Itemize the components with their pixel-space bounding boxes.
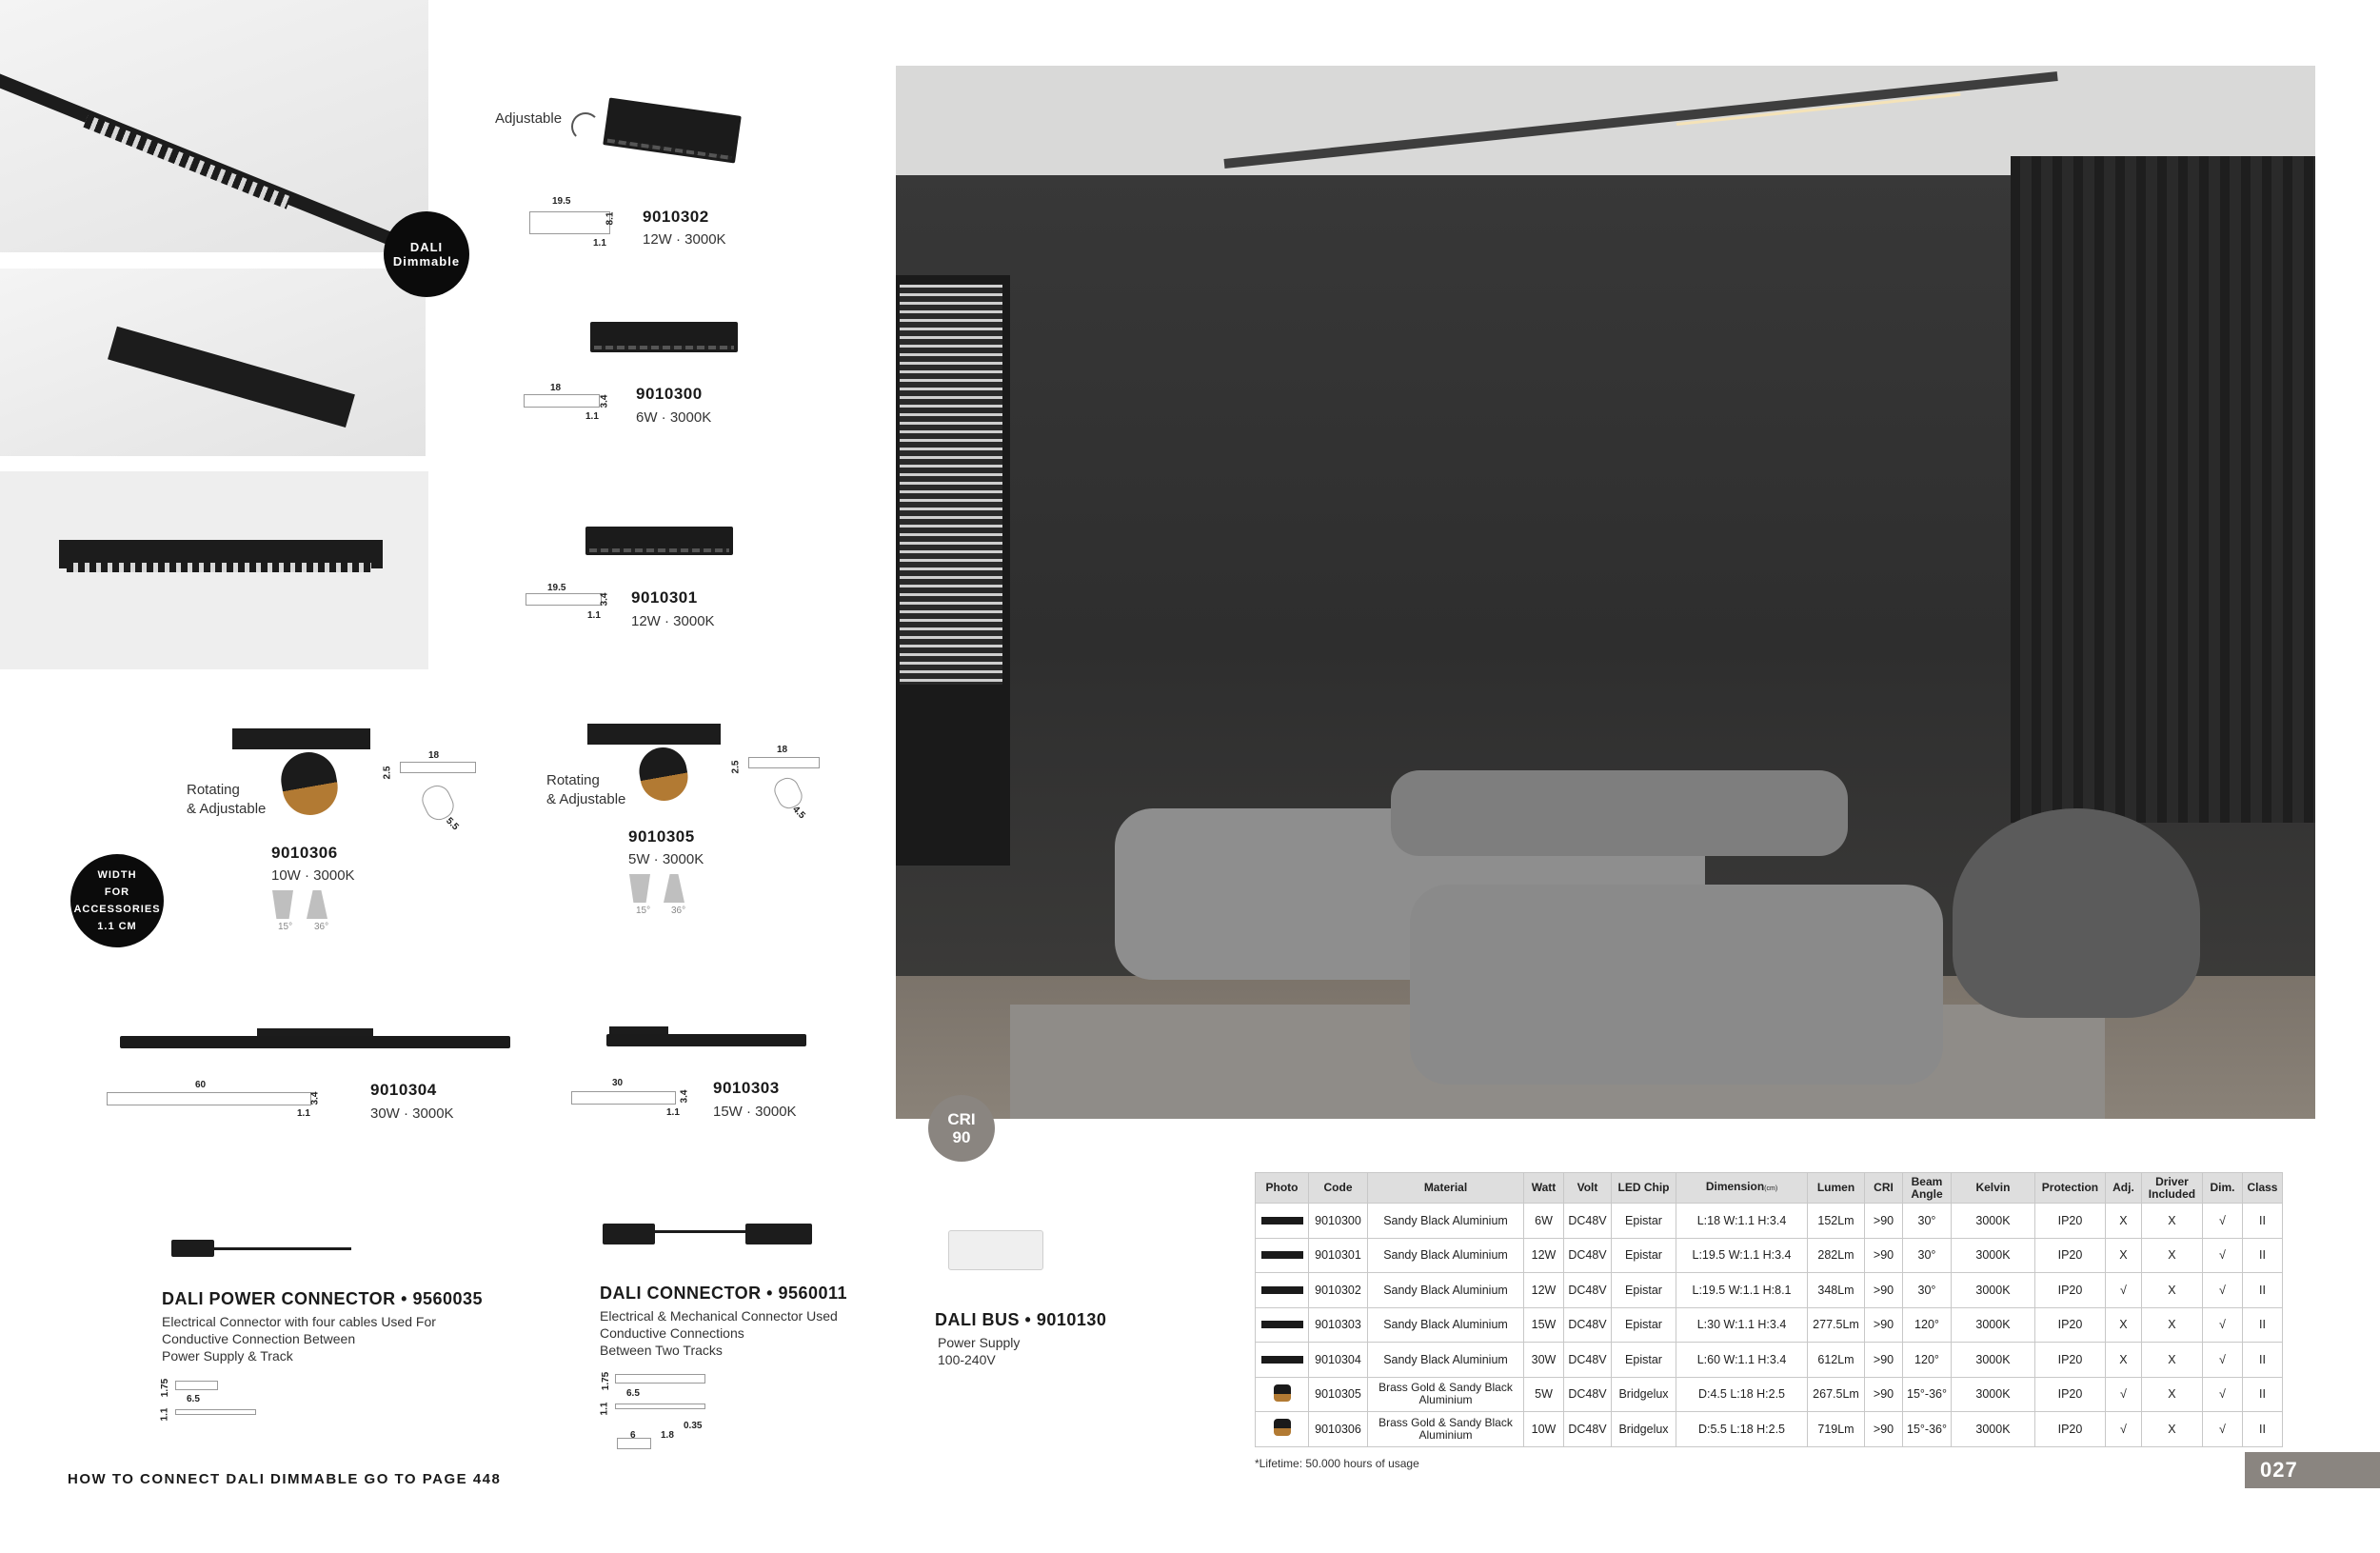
- cell-kelvin: 3000K: [1951, 1343, 2034, 1378]
- cell-driver: X: [2141, 1238, 2202, 1273]
- cell-protection: IP20: [2034, 1307, 2105, 1343]
- product-code: 9010303: [713, 1079, 780, 1097]
- cell-material: Sandy Black Aluminium: [1368, 1204, 1524, 1239]
- product-image-9010302: [603, 98, 742, 164]
- dim-length: 19.5: [547, 583, 566, 593]
- dali-connector-cable: [653, 1230, 748, 1233]
- product-photo-9010301: [0, 471, 428, 669]
- badge-line: DALI: [409, 240, 444, 254]
- beam-label: 36°: [671, 906, 686, 916]
- cell-dim: √: [2202, 1238, 2242, 1273]
- rotating-label: & Adjustable: [546, 791, 626, 807]
- cell-dimension: D:5.5 L:18 H:2.5: [1676, 1412, 1808, 1447]
- cell-driver: X: [2141, 1307, 2202, 1343]
- badge-line: CRI: [947, 1110, 976, 1128]
- beam-36-icon: [664, 874, 684, 903]
- cell-lumen: 348Lm: [1808, 1273, 1865, 1308]
- cell-dimension: L:30 W:1.1 H:3.4: [1676, 1307, 1808, 1343]
- cell-cri: >90: [1865, 1307, 1903, 1343]
- desc-line: Power Supply: [938, 1335, 1021, 1350]
- table-row: [1256, 1204, 2283, 1239]
- desc-line: Conductive Connection Between: [162, 1331, 356, 1346]
- cell-lumen: 719Lm: [1808, 1412, 1865, 1447]
- product-code: 9010304: [370, 1081, 437, 1099]
- cell-class: II: [2242, 1412, 2282, 1447]
- photo-cell: [1256, 1307, 1309, 1343]
- dim-value: 1.75: [601, 1371, 612, 1391]
- badge-line: 1.1 CM: [97, 921, 137, 932]
- dim-value: 6.5: [626, 1388, 640, 1399]
- photo-cell: [1256, 1238, 1309, 1273]
- dim-length: 19.5: [552, 196, 571, 207]
- photo-cell: [1256, 1343, 1309, 1378]
- cell-volt: DC48V: [1564, 1273, 1612, 1308]
- col-header: Kelvin: [1951, 1173, 2034, 1204]
- col-header: Driver Included: [2141, 1173, 2202, 1204]
- badge-line: 90: [952, 1128, 971, 1146]
- table-row: [1256, 1238, 2283, 1273]
- cell-chip: Epistar: [1612, 1343, 1676, 1378]
- badge-line: ACCESSORIES: [73, 904, 161, 915]
- cell-material: Brass Gold & Sandy Black Aluminium: [1368, 1412, 1524, 1447]
- cell-chip: Bridgelux: [1612, 1412, 1676, 1447]
- title-text: DALI POWER CONNECTOR: [162, 1289, 396, 1308]
- cell-lumen: 612Lm: [1808, 1343, 1865, 1378]
- product-photo-9010302: [0, 0, 428, 252]
- dim-width: 1.1: [593, 238, 606, 249]
- cell-adj: √: [2105, 1377, 2141, 1412]
- product-spec: 30W · 3000K: [370, 1105, 454, 1122]
- cell-volt: DC48V: [1564, 1343, 1612, 1378]
- cell-volt: DC48V: [1564, 1238, 1612, 1273]
- cell-kelvin: 3000K: [1951, 1238, 2034, 1273]
- product-thumbnail: [1261, 1356, 1303, 1364]
- product-image-9010305: [587, 724, 721, 745]
- wall-slats: [2011, 156, 2315, 823]
- desc-line: Electrical Connector with four cables Used For: [162, 1314, 436, 1329]
- product-code: 9010306: [271, 844, 338, 862]
- dimension-drawing: [571, 1091, 676, 1105]
- product-spec: 6W · 3000K: [636, 409, 712, 426]
- power-connector-cable: [213, 1247, 351, 1250]
- cell-dimension: L:18 W:1.1 H:3.4: [1676, 1204, 1808, 1239]
- table-row: [1256, 1273, 2283, 1308]
- cell-material: Sandy Black Aluminium: [1368, 1343, 1524, 1378]
- rotating-label: Rotating: [546, 772, 600, 788]
- col-header: LED Chip: [1612, 1173, 1676, 1204]
- howto-note: HOW TO CONNECT DALI DIMMABLE GO TO PAGE 448: [68, 1471, 502, 1487]
- dim-width: 1.1: [585, 411, 599, 422]
- dimension-drawing: [526, 593, 602, 606]
- product-code: 9010300: [636, 385, 703, 403]
- desc-line: Conductive Connections: [600, 1325, 744, 1341]
- cell-beam: 30°: [1903, 1204, 1952, 1239]
- cell-driver: X: [2141, 1343, 2202, 1378]
- cell-dimension: L:60 W:1.1 H:3.4: [1676, 1343, 1808, 1378]
- cell-watt: 10W: [1524, 1412, 1564, 1447]
- dimension-drawing: [175, 1381, 218, 1390]
- cell-dim: √: [2202, 1204, 2242, 1239]
- cell-beam: 120°: [1903, 1307, 1952, 1343]
- dim-length: 60: [195, 1080, 207, 1090]
- col-header: Volt: [1564, 1173, 1612, 1204]
- product-spec: 12W · 3000K: [631, 613, 715, 629]
- dimension-drawing: [107, 1092, 311, 1105]
- rotate-arrow-icon: [571, 112, 600, 141]
- desc-line: Electrical & Mechanical Connector Used: [600, 1308, 838, 1324]
- cell-kelvin: 3000K: [1951, 1377, 2034, 1412]
- title-text: DALI BUS: [935, 1310, 1020, 1329]
- cell-chip: Bridgelux: [1612, 1377, 1676, 1412]
- cell-adj: √: [2105, 1412, 2141, 1447]
- dim-height: 3.4: [679, 1089, 690, 1104]
- width-accessories-badge: [70, 854, 164, 947]
- cell-chip: Epistar: [1612, 1307, 1676, 1343]
- cell-driver: X: [2141, 1273, 2202, 1308]
- dali-connector-image-2: [745, 1224, 812, 1244]
- beam-label: 36°: [314, 922, 329, 932]
- dim-value: 1.1: [599, 1402, 610, 1416]
- col-header: Class: [2242, 1173, 2282, 1204]
- dim-length: 18: [428, 750, 440, 761]
- product-thumbnail: [1261, 1251, 1303, 1259]
- col-header: Dim.: [2202, 1173, 2242, 1204]
- dim-value: 6.5: [187, 1394, 200, 1404]
- spotlight-head: [636, 744, 692, 805]
- rotating-label: Rotating: [187, 782, 240, 798]
- col-header: Material: [1368, 1173, 1524, 1204]
- cell-volt: DC48V: [1564, 1307, 1612, 1343]
- cell-dimension: L:19.5 W:1.1 H:3.4: [1676, 1238, 1808, 1273]
- product-thumbnail: [1274, 1384, 1291, 1402]
- title-code: 9560011: [778, 1284, 848, 1303]
- cell-material: Brass Gold & Sandy Black Aluminium: [1368, 1377, 1524, 1412]
- photo-cell: [1256, 1412, 1309, 1447]
- product-thumbnail: [1261, 1321, 1303, 1328]
- power-connector-title: DALI POWER CONNECTOR • 9560035: [162, 1289, 484, 1308]
- product-photo-9010300: [0, 269, 426, 456]
- cell-class: II: [2242, 1307, 2282, 1343]
- product-thumbnail: [1261, 1217, 1303, 1224]
- cell-adj: X: [2105, 1307, 2141, 1343]
- cell-volt: DC48V: [1564, 1377, 1612, 1412]
- cell-code: 9010306: [1309, 1412, 1368, 1447]
- dim-value: 6: [630, 1430, 636, 1441]
- col-header-dimension: [1676, 1173, 1808, 1204]
- page-number: 027: [2245, 1452, 2380, 1488]
- beam-15-icon: [272, 890, 293, 919]
- cell-material: Sandy Black Aluminium: [1368, 1307, 1524, 1343]
- col-header: Lumen: [1808, 1173, 1865, 1204]
- cell-protection: IP20: [2034, 1412, 2105, 1447]
- cell-class: II: [2242, 1377, 2282, 1412]
- cell-lumen: 277.5Lm: [1808, 1307, 1865, 1343]
- dimension-drawing: [615, 1374, 705, 1384]
- cell-code: 9010303: [1309, 1307, 1368, 1343]
- desc-line: Between Two Tracks: [600, 1343, 723, 1358]
- cell-protection: IP20: [2034, 1343, 2105, 1378]
- beam-36-icon: [307, 890, 327, 919]
- dim-diameter: 4.5: [790, 804, 807, 822]
- beam-label: 15°: [278, 922, 293, 932]
- cell-chip: Epistar: [1612, 1204, 1676, 1239]
- cell-class: II: [2242, 1273, 2282, 1308]
- product-spec: 10W · 3000K: [271, 867, 355, 884]
- product-code: 9010301: [631, 588, 698, 607]
- table-row: [1256, 1377, 2283, 1412]
- title-code: 9010130: [1036, 1310, 1107, 1329]
- cell-dim: √: [2202, 1343, 2242, 1378]
- cell-class: II: [2242, 1238, 2282, 1273]
- cell-protection: IP20: [2034, 1377, 2105, 1412]
- cell-cri: >90: [1865, 1412, 1903, 1447]
- cell-adj: X: [2105, 1343, 2141, 1378]
- desc-line: 100-240V: [938, 1352, 996, 1367]
- cell-beam: 15°-36°: [1903, 1377, 1952, 1412]
- beam-label: 15°: [636, 906, 651, 916]
- cell-kelvin: 3000K: [1951, 1204, 2034, 1239]
- cell-beam: 120°: [1903, 1343, 1952, 1378]
- badge-line: Dimmable: [392, 254, 461, 269]
- dim-height: 2.5: [382, 766, 393, 780]
- photo-cell: [1256, 1273, 1309, 1308]
- cri-badge: [928, 1095, 995, 1162]
- dim-value: 1.75: [160, 1378, 171, 1398]
- col-header-text: Dimension: [1705, 1180, 1765, 1193]
- desc-line: Power Supply & Track: [162, 1348, 293, 1364]
- photo-cell: [1256, 1377, 1309, 1412]
- cell-dimension: D:4.5 L:18 H:2.5: [1676, 1377, 1808, 1412]
- cell-watt: 12W: [1524, 1273, 1564, 1308]
- cell-lumen: 152Lm: [1808, 1204, 1865, 1239]
- sofa-chaise: [1410, 885, 1943, 1085]
- dim-height: 8.1: [605, 211, 616, 226]
- product-image-9010306: [232, 728, 370, 749]
- col-header: Code: [1309, 1173, 1368, 1204]
- product-code: 9010305: [628, 827, 695, 846]
- beam-15-icon: [629, 874, 650, 903]
- product-thumbnail: [1274, 1419, 1291, 1436]
- dim-value: 0.35: [684, 1421, 703, 1431]
- photo-cell: [1256, 1204, 1309, 1239]
- cell-dim: √: [2202, 1273, 2242, 1308]
- product-image-9010301: [585, 527, 733, 555]
- cell-watt: 6W: [1524, 1204, 1564, 1239]
- product-spec: 15W · 3000K: [713, 1104, 797, 1120]
- product-image-9010300: [590, 322, 738, 352]
- dim-height: 3.4: [599, 394, 610, 408]
- badge-line: WIDTH: [97, 869, 137, 881]
- product-image-9010304-bar: [120, 1036, 510, 1048]
- product-code: 9010302: [643, 208, 709, 226]
- cell-adj: √: [2105, 1273, 2141, 1308]
- adjustable-label: Adjustable: [495, 110, 563, 127]
- col-header: Watt: [1524, 1173, 1564, 1204]
- dim-width: 1.1: [666, 1107, 680, 1118]
- cell-code: 9010302: [1309, 1273, 1368, 1308]
- cell-volt: DC48V: [1564, 1204, 1612, 1239]
- cell-code: 9010305: [1309, 1377, 1368, 1412]
- col-header: Adj.: [2105, 1173, 2141, 1204]
- cell-material: Sandy Black Aluminium: [1368, 1238, 1524, 1273]
- cell-kelvin: 3000K: [1951, 1273, 2034, 1308]
- dali-dimmable-badge: [384, 211, 469, 297]
- dali-connector-desc: [600, 1307, 838, 1359]
- armchair: [1953, 808, 2200, 1018]
- col-header: Protection: [2034, 1173, 2105, 1204]
- cell-cri: >90: [1865, 1238, 1903, 1273]
- col-header: Photo: [1256, 1173, 1309, 1204]
- dim-value: 1.8: [661, 1430, 674, 1441]
- cell-kelvin: 3000K: [1951, 1412, 2034, 1447]
- table-row: [1256, 1412, 2283, 1447]
- spec-table: [1255, 1172, 2283, 1447]
- table-header-row: [1256, 1173, 2283, 1204]
- cell-cri: >90: [1865, 1377, 1903, 1412]
- col-header: CRI: [1865, 1173, 1903, 1204]
- dali-bus-image: [948, 1230, 1043, 1270]
- cell-cri: >90: [1865, 1273, 1903, 1308]
- spotlight-head: [277, 747, 343, 819]
- cell-driver: X: [2141, 1204, 2202, 1239]
- dim-width: 1.1: [587, 610, 601, 621]
- cell-adj: X: [2105, 1204, 2141, 1239]
- cell-kelvin: 3000K: [1951, 1307, 2034, 1343]
- cell-protection: IP20: [2034, 1204, 2105, 1239]
- cell-watt: 30W: [1524, 1343, 1564, 1378]
- dim-diameter: 5.5: [444, 815, 461, 833]
- footnote: *Lifetime: 50.000 hours of usage: [1255, 1457, 1419, 1470]
- dali-connector-image: [603, 1224, 655, 1244]
- cell-protection: IP20: [2034, 1238, 2105, 1273]
- cell-code: 9010300: [1309, 1204, 1368, 1239]
- dimension-drawing: [175, 1409, 256, 1415]
- table-row: [1256, 1343, 2283, 1378]
- dimension-drawing: [615, 1404, 705, 1409]
- dali-bus-title: DALI BUS • 9010130: [935, 1310, 1107, 1329]
- cell-dim: √: [2202, 1307, 2242, 1343]
- dimension-drawing: [400, 762, 476, 773]
- power-connector-desc: [162, 1313, 436, 1364]
- dim-length: 30: [612, 1078, 624, 1088]
- cell-beam: 30°: [1903, 1238, 1952, 1273]
- dim-value: 1.1: [159, 1407, 170, 1422]
- cell-cri: >90: [1865, 1204, 1903, 1239]
- dim-length: 18: [550, 383, 562, 393]
- power-connector-image: [171, 1240, 214, 1257]
- cell-chip: Epistar: [1612, 1238, 1676, 1273]
- cell-dimension: L:19.5 W:1.1 H:8.1: [1676, 1273, 1808, 1308]
- title-code: 9560035: [412, 1289, 484, 1308]
- dim-height: 3.4: [309, 1091, 321, 1105]
- cell-watt: 15W: [1524, 1307, 1564, 1343]
- cell-beam: 30°: [1903, 1273, 1952, 1308]
- cell-driver: X: [2141, 1412, 2202, 1447]
- product-spec: 12W · 3000K: [643, 231, 726, 248]
- dali-connector-title: DALI CONNECTOR • 9560011: [600, 1284, 848, 1303]
- product-thumbnail: [1261, 1286, 1303, 1294]
- sofa-back: [1391, 770, 1848, 856]
- cell-lumen: 282Lm: [1808, 1238, 1865, 1273]
- dali-bus-desc: [938, 1334, 1020, 1368]
- rotating-label: & Adjustable: [187, 801, 267, 817]
- cell-driver: X: [2141, 1377, 2202, 1412]
- title-text: DALI CONNECTOR: [600, 1284, 762, 1303]
- cell-beam: 15°-36°: [1903, 1412, 1952, 1447]
- dimension-drawing: [524, 394, 600, 408]
- badge-line: FOR: [104, 886, 130, 898]
- cell-code: 9010301: [1309, 1238, 1368, 1273]
- product-spec: 5W · 3000K: [628, 851, 704, 867]
- cell-class: II: [2242, 1204, 2282, 1239]
- window: [896, 275, 1010, 866]
- cell-volt: DC48V: [1564, 1412, 1612, 1447]
- cell-watt: 12W: [1524, 1238, 1564, 1273]
- cell-adj: X: [2105, 1238, 2141, 1273]
- cell-code: 9010304: [1309, 1343, 1368, 1378]
- col-header: Beam Angle: [1903, 1173, 1952, 1204]
- dimension-drawing: [529, 211, 610, 234]
- cell-dim: √: [2202, 1412, 2242, 1447]
- cell-lumen: 267.5Lm: [1808, 1377, 1865, 1412]
- cell-protection: IP20: [2034, 1273, 2105, 1308]
- dimension-drawing: [748, 757, 820, 768]
- dim-height: 3.4: [599, 592, 610, 607]
- dim-width: 1.1: [297, 1108, 310, 1119]
- dim-height: 2.5: [730, 760, 742, 774]
- cell-chip: Epistar: [1612, 1273, 1676, 1308]
- col-header-unit: (cm): [1764, 1185, 1778, 1192]
- product-image-9010303-bar: [606, 1034, 806, 1046]
- cell-class: II: [2242, 1343, 2282, 1378]
- table-row: [1256, 1307, 2283, 1343]
- cell-dim: √: [2202, 1377, 2242, 1412]
- room-photo: [896, 66, 2315, 1119]
- cell-material: Sandy Black Aluminium: [1368, 1273, 1524, 1308]
- dim-length: 18: [777, 745, 788, 755]
- cell-cri: >90: [1865, 1343, 1903, 1378]
- cell-watt: 5W: [1524, 1377, 1564, 1412]
